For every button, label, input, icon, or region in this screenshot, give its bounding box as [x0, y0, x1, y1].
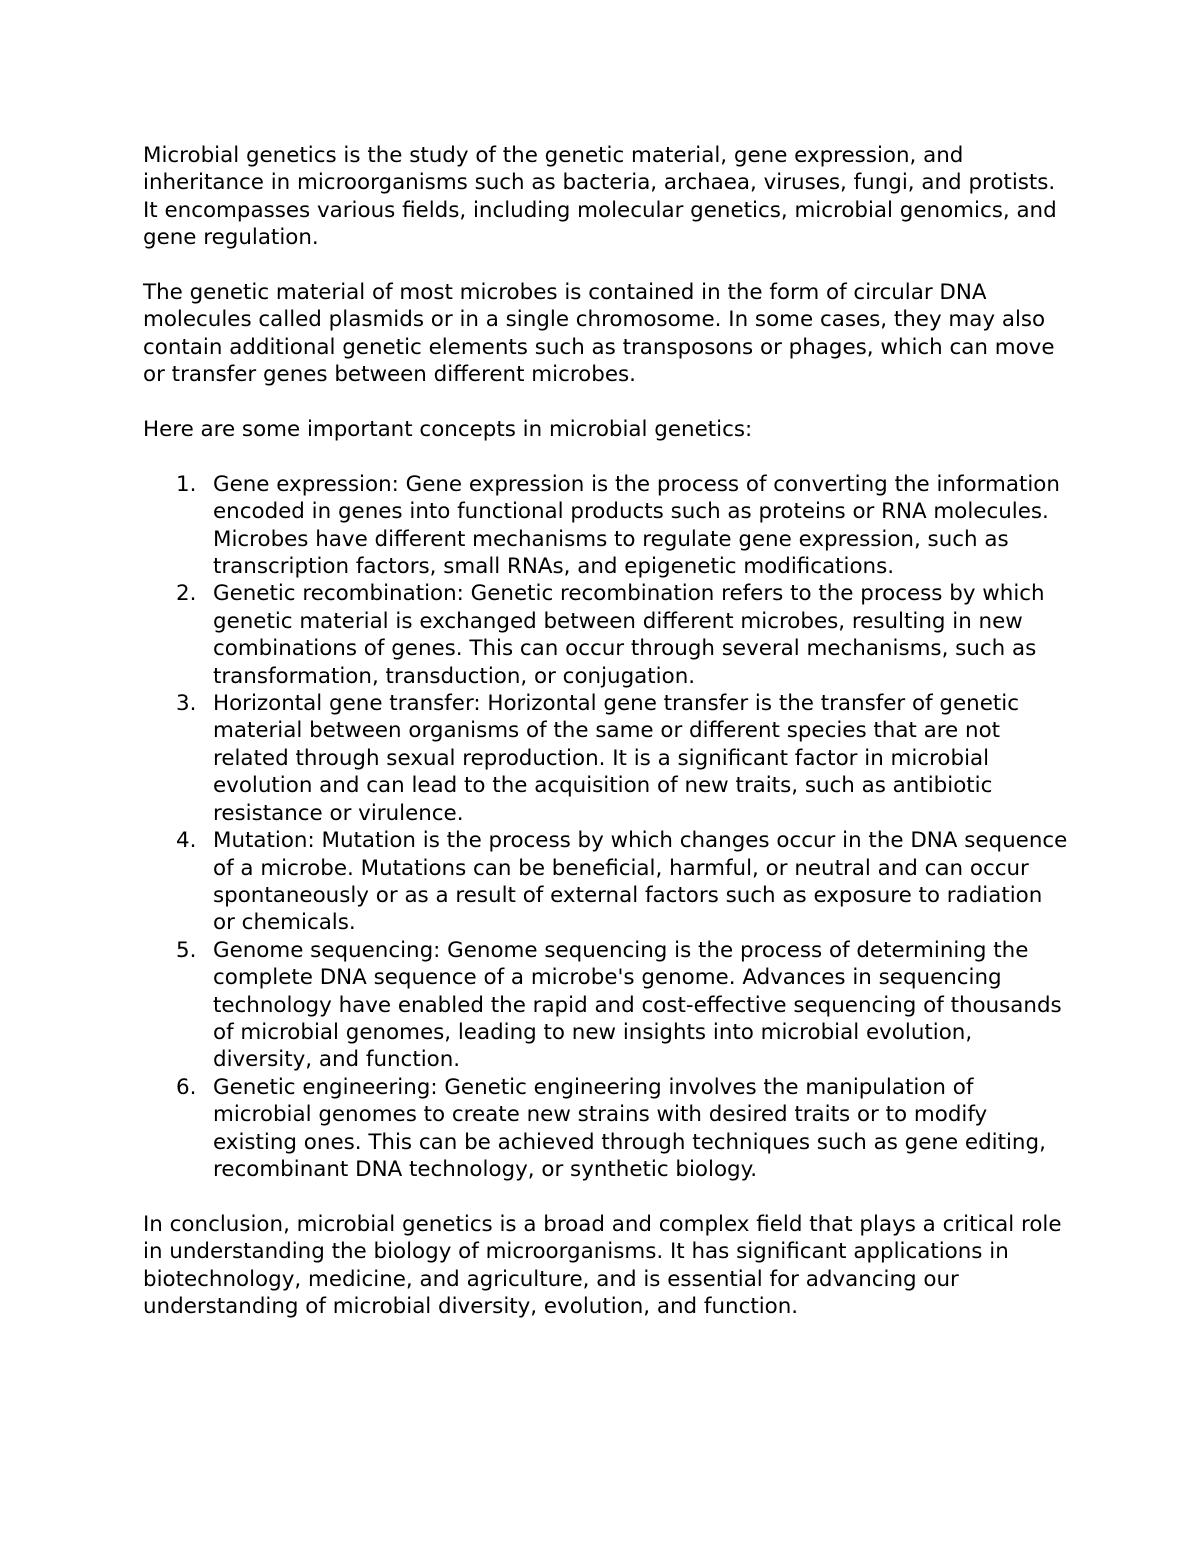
list-item-number: 3. — [176, 691, 197, 717]
list-item-number: 5. — [176, 937, 197, 963]
list-item-number: 4. — [176, 828, 197, 854]
intro-paragraph-1: Microbial genetics is the study of the genetic material, gene expression, and inheritance in microorganisms such as bacteria, archaea, viruses, fungi, and protists. It encompasses various fields, including molecular genetics, microbial genomics, and gene regulation. — [143, 143, 1057, 251]
list-item — [143, 1074, 1068, 1184]
paragraph-spacer — [143, 1183, 1068, 1210]
document-body — [143, 142, 1068, 1320]
list-item-text: Genetic recombination: Genetic recombination refers to the process by which genetic material is exchanged between different microbes, resulting in new combinations of genes. This can occur through several mechanisms, such as transformation, transduction, or conjugation. — [213, 581, 1045, 689]
list-item-text: Genome sequencing: Genome sequencing is the process of determining the complete DNA sequence of a microbe's genome. Advances in sequencing technology have enabled the rapid and cost-effective sequencing of thousands of microbial genomes, leading to new insights into microbial evolution, diversity, and function. — [213, 937, 1062, 1073]
list-item — [143, 690, 1068, 827]
list-item-number: 2. — [176, 581, 197, 607]
list-item — [143, 937, 1068, 1074]
intro-paragraph-2: The genetic material of most microbes is contained in the form of circular DNA molecules called plasmids or in a single chromosome. In some cases, they may also contain additional genetic elements such as transposons or phages, which can move or transfer genes between different microbes. — [143, 280, 1055, 388]
paragraph-spacer — [143, 443, 1068, 470]
list-item — [143, 827, 1068, 937]
list-item-text: Gene expression: Gene expression is the process of converting the information encoded in genes into functional products such as proteins or RNA molecules. Microbes have different mechanisms to regulate gene expression, such as transcription factors, small RNAs, and epigenetic modifications. — [213, 471, 1060, 580]
paragraph-spacer — [143, 252, 1068, 279]
list-item-number: 1. — [176, 471, 197, 497]
list-item-number: 6. — [176, 1074, 197, 1100]
conclusion-paragraph: In conclusion, microbial genetics is a broad and complex field that plays a critical role in understanding the biology of microorganisms. It has significant applications in biotechnology, medicine, and agriculture, and is essential for advancing our understanding of microbial diversity, evolution, and function. — [143, 1211, 1062, 1319]
list-intro-paragraph: Here are some important concepts in microbial genetics: — [143, 417, 753, 443]
concepts-list — [143, 471, 1068, 1184]
paragraph-spacer — [143, 389, 1068, 416]
list-item-text: Genetic engineering: Genetic engineering involves the manipulation of microbial genomes to create new strains with desired traits or to modify existing ones. This can be achieved through techniques such as gene editing, recombinant DNA technology, or synthetic biology. — [213, 1074, 1046, 1182]
list-item-text: Mutation: Mutation is the process by which changes occur in the DNA sequence of a microbe. Mutations can be beneficial, harmful, or neutral and can occur spontaneously or as a result of external factors such as exposure to radiation or chemicals. — [213, 828, 1068, 936]
list-item — [143, 471, 1068, 581]
list-item-text: Horizontal gene transfer: Horizontal gene transfer is the transfer of genetic material between organisms of the same or different species that are not related through sexual reproduction. It is a significant factor in microbial evolution and can lead to the acquisition of new traits, such as antibiotic resistance or virulence. — [213, 691, 1019, 826]
list-item — [143, 580, 1068, 690]
